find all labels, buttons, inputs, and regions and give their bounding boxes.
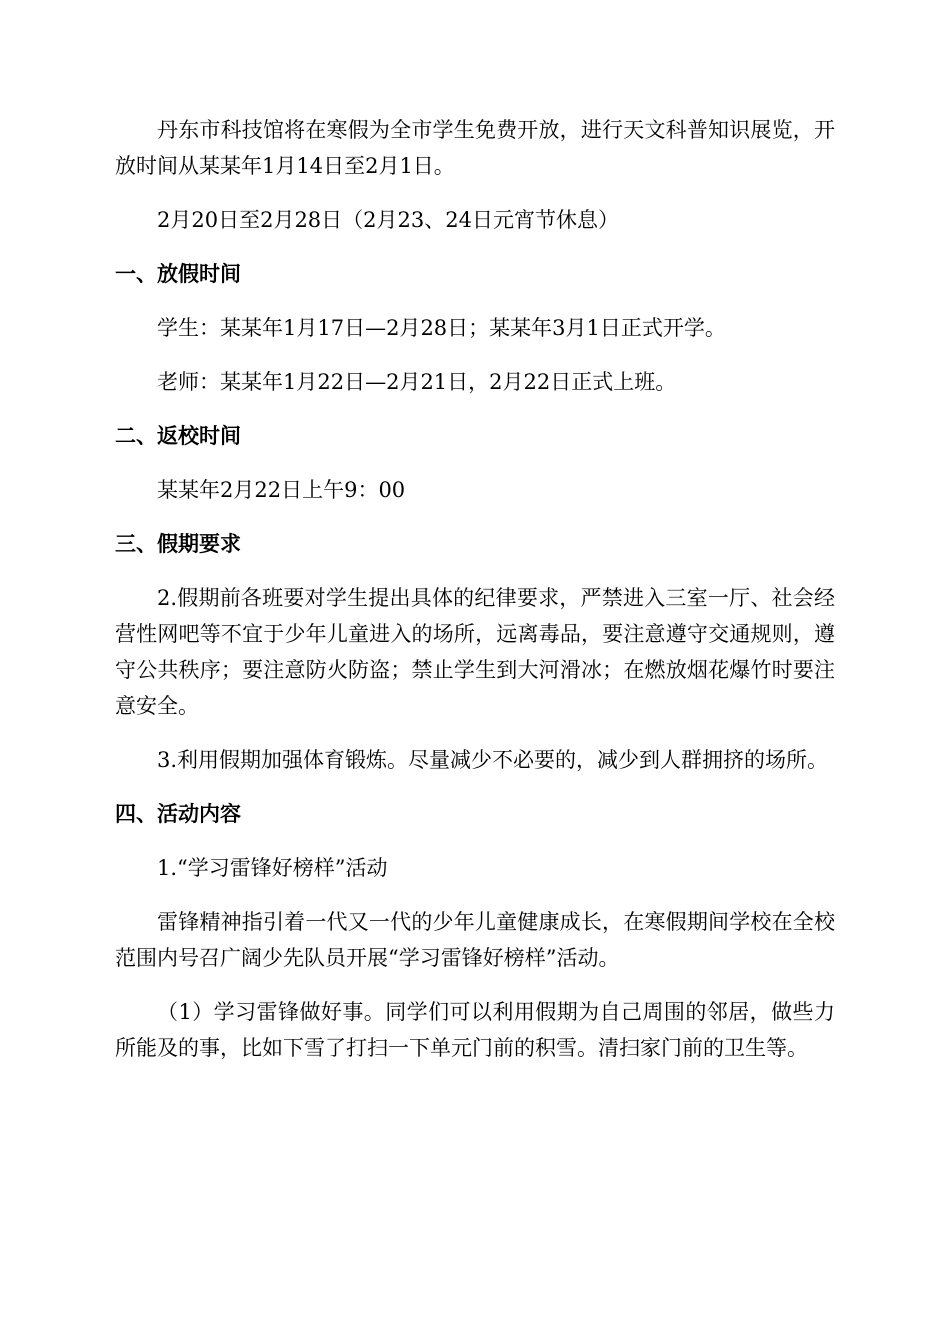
paragraph-teacher-dates: 老师：某某年1月22日—2月21日，2月22日正式上班。 [157, 370, 677, 394]
document-body [115, 112, 835, 1066]
paragraph-good-deeds: （1）学习雷锋做好事。同学们可以利用假期为自己周围的邻居，做些力所能及的事，比如下雪了打扫一下单元门前的积雪。清扫家门前的卫生等。 [115, 1000, 835, 1060]
paragraph-museum-exhibit: 丹东市科技馆将在寒假为全市学生免费开放，进行天文科普知识展览，开放时间从某某年1月14日至2月1日。 [115, 118, 835, 178]
paragraph-return-date: 某某年2月22日上午9：00 [157, 478, 406, 502]
paragraph-activity-title: 1.“学习雷锋好榜样”活动 [157, 856, 388, 880]
heading-vacation-requirements: 三、假期要求 [115, 532, 241, 556]
paragraph-student-dates: 学生：某某年1月17日—2月28日；某某年3月1日正式开学。 [157, 316, 726, 340]
paragraph-date-range: 2月20日至2月28日（2月23、24日元宵节休息） [157, 208, 619, 232]
paragraph-leifeng-spirit: 雷锋精神指引着一代又一代的少年儿童健康成长，在寒假期间学校在全校范围内号召广阔少先队员开展“学习雷锋好榜样”活动。 [115, 910, 835, 970]
paragraph-exercise: 3.利用假期加强体育锻炼。尽量减少不必要的，减少到人群拥挤的场所。 [157, 748, 829, 772]
heading-vacation-time: 一、放假时间 [115, 262, 241, 286]
heading-activities: 四、活动内容 [115, 802, 241, 826]
paragraph-discipline-requirements: 2.假期前各班要对学生提出具体的纪律要求，严禁进入三室一厅、社会经营性网吧等不宜于少年儿童进入的场所，远离毒品，要注意遵守交通规则，遵守公共秩序；要注意防火防盗；禁止学生到大河滑冰；在燃放烟花爆竹时要注意安全。 [115, 586, 835, 718]
heading-return-time: 二、返校时间 [115, 424, 241, 448]
